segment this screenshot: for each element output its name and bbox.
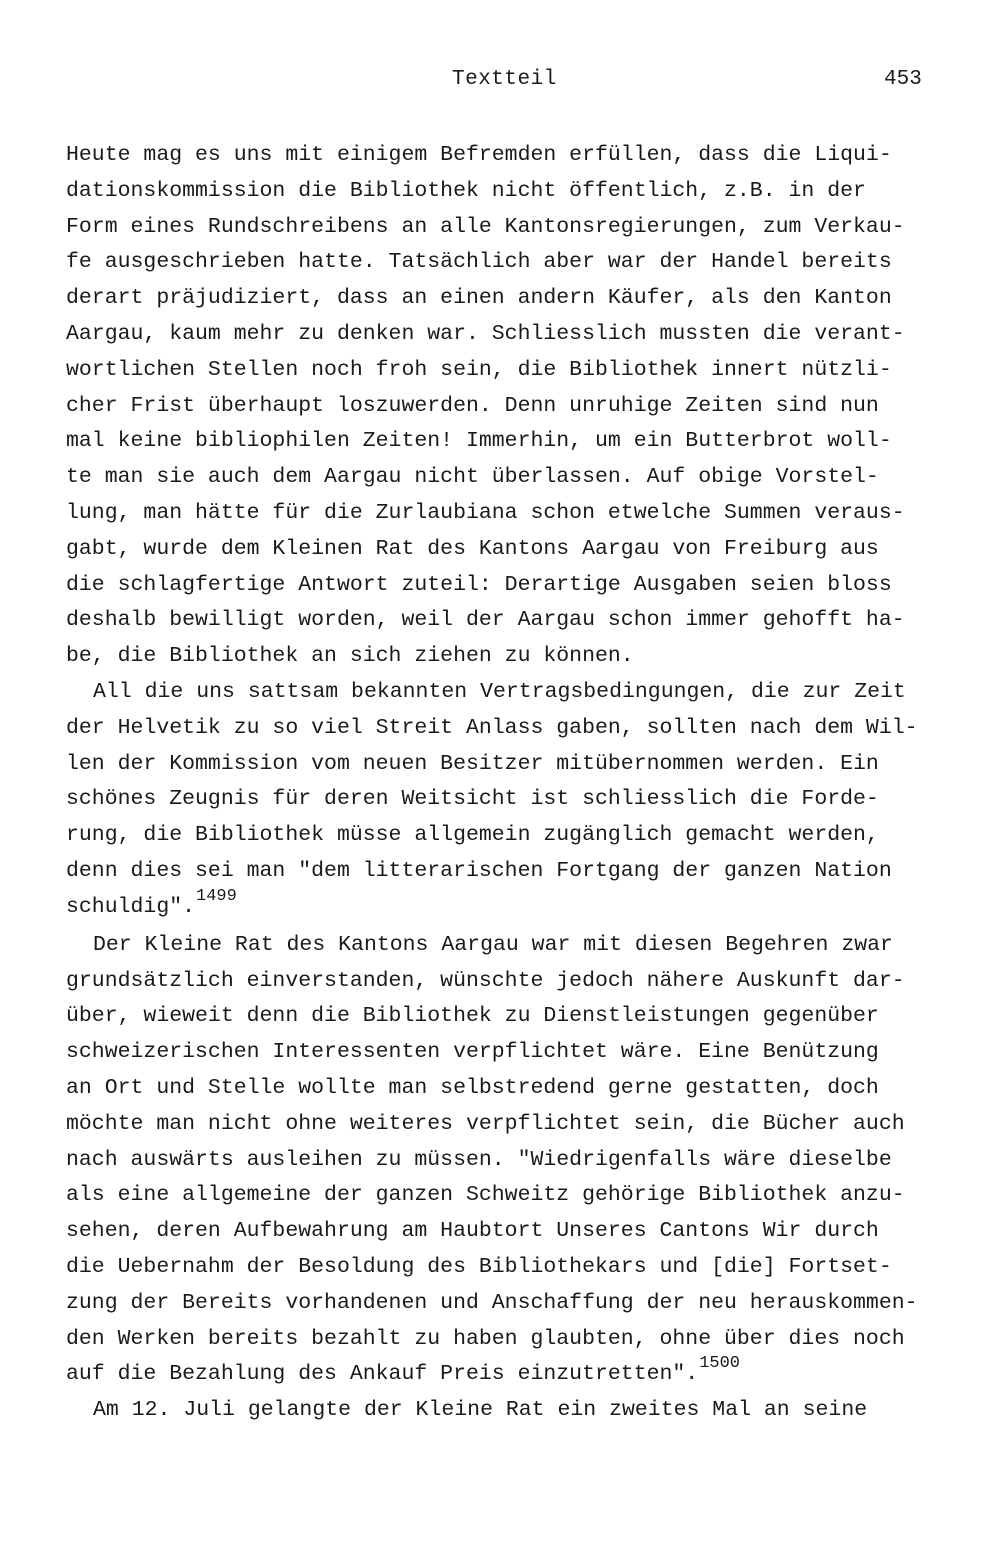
running-header: Textteil bbox=[452, 68, 557, 91]
text-line: den Werken bereits bezahlt zu haben glaubten, ohne über dies noch bbox=[66, 1326, 905, 1351]
text-line: te man sie auch dem Aargau nicht überlassen. Auf obige Vorstel- bbox=[66, 465, 879, 490]
text-line: der Helvetik zu so viel Streit Anlass gaben, sollten nach dem Wil- bbox=[66, 715, 918, 740]
text-line: be, die Bibliothek an sich ziehen zu können. bbox=[66, 644, 634, 669]
text-line: möchte man nicht ohne weiteres verpflichtet sein, die Bücher auch bbox=[66, 1111, 905, 1136]
text-line: Am 12. Juli gelangte der Kleine Rat ein zweites Mal an seine bbox=[93, 1398, 868, 1423]
text-line: nach auswärts ausleihen zu müssen. "Wiedrigenfalls wäre dieselbe bbox=[66, 1147, 892, 1172]
footnote-marker: 1499 bbox=[196, 886, 237, 906]
paragraph-1 bbox=[66, 138, 966, 675]
text-line-content: auf die Bezahlung des Ankauf Preis einzutretten". bbox=[66, 1362, 699, 1387]
text-line: wortlichen Stellen noch froh sein, die Bibliothek innert nützli- bbox=[66, 357, 892, 382]
text-line: Heute mag es uns mit einigem Befremden erfüllen, dass die Liqui- bbox=[66, 143, 892, 167]
footnote-marker: 1500 bbox=[699, 1354, 741, 1374]
text-line bbox=[66, 886, 966, 928]
text-line: an Ort und Stelle wollte man selbstredend gerne gestatten, doch bbox=[66, 1075, 879, 1100]
text-line: grundsätzlich einverstanden, wünschte jedoch nähere Auskunft dar- bbox=[66, 968, 905, 993]
text-line: mal keine bibliophilen Zeiten! Immerhin, um ein Butterbrot woll- bbox=[66, 429, 892, 454]
text-line: als eine allgemeine der ganzen Schweitz gehörige Bibliothek anzu- bbox=[66, 1183, 905, 1208]
paragraph-4 bbox=[66, 1393, 966, 1429]
text-line: rung, die Bibliothek müsse allgemein zugänglich gemacht werden, bbox=[66, 823, 879, 848]
text-line: denn dies sei man "dem litterarischen Fortgang der ganzen Nation bbox=[66, 858, 892, 883]
text-line: cher Frist überhaupt loszuwerden. Denn unruhige Zeiten sind nun bbox=[66, 393, 879, 418]
text-line: über, wieweit denn die Bibliothek zu Dienstleistungen gegenüber bbox=[66, 1004, 879, 1029]
text-line: die schlagfertige Antwort zuteil: Derartige Ausgaben seien bloss bbox=[66, 572, 892, 597]
text-line: Form eines Rundschreibens an alle Kantonsregierungen, zum Verkau- bbox=[66, 214, 905, 239]
text-line: All die uns sattsam bekannten Vertragsbedingungen, die zur Zeit bbox=[93, 679, 906, 704]
text-line: deshalb bewilligt worden, weil der Aargau schon immer gehofft ha- bbox=[66, 608, 905, 633]
text-line: lung, man hätte für die Zurlaubiana schon etwelche Summen veraus- bbox=[66, 500, 905, 525]
text-line: Aargau, kaum mehr zu denken war. Schliesslich mussten die verant- bbox=[66, 321, 905, 346]
text-line: Der Kleine Rat des Kantons Aargau war mit diesen Begehren zwar bbox=[93, 932, 893, 957]
text-line: die Uebernahm der Besoldung des Bibliothekars und [die] Fortset- bbox=[66, 1254, 892, 1279]
paragraph-3 bbox=[66, 928, 966, 1393]
text-body bbox=[66, 138, 966, 1429]
text-line: len der Kommission vom neuen Besitzer mitübernommen werden. Ein bbox=[66, 751, 879, 776]
text-line: gabt, wurde dem Kleinen Rat des Kantons Aargau von Freiburg aus bbox=[66, 536, 879, 561]
paragraph-2 bbox=[66, 675, 966, 928]
text-line: schweizerischen Interessenten verpflichtet wäre. Eine Benützung bbox=[66, 1040, 879, 1065]
text-line: derart präjudiziert, dass an einen andern Käufer, als den Kanton bbox=[66, 286, 892, 311]
text-line: sehen, deren Aufbewahrung am Haubtort Unseres Cantons Wir durch bbox=[66, 1219, 879, 1244]
text-line bbox=[66, 1354, 966, 1393]
text-line: zung der Bereits vorhandenen und Anschaffung der neu herauskommen- bbox=[66, 1290, 918, 1315]
text-line: dationskommission die Bibliothek nicht öffentlich, z.B. in der bbox=[66, 178, 866, 203]
text-line: schönes Zeugnis für deren Weitsicht ist schliesslich die Forde- bbox=[66, 787, 879, 812]
text-line-content: schuldig". bbox=[66, 894, 196, 919]
page-number: 453 bbox=[884, 68, 922, 91]
text-line: fe ausgeschrieben hatte. Tatsächlich aber war der Handel bereits bbox=[66, 250, 892, 275]
